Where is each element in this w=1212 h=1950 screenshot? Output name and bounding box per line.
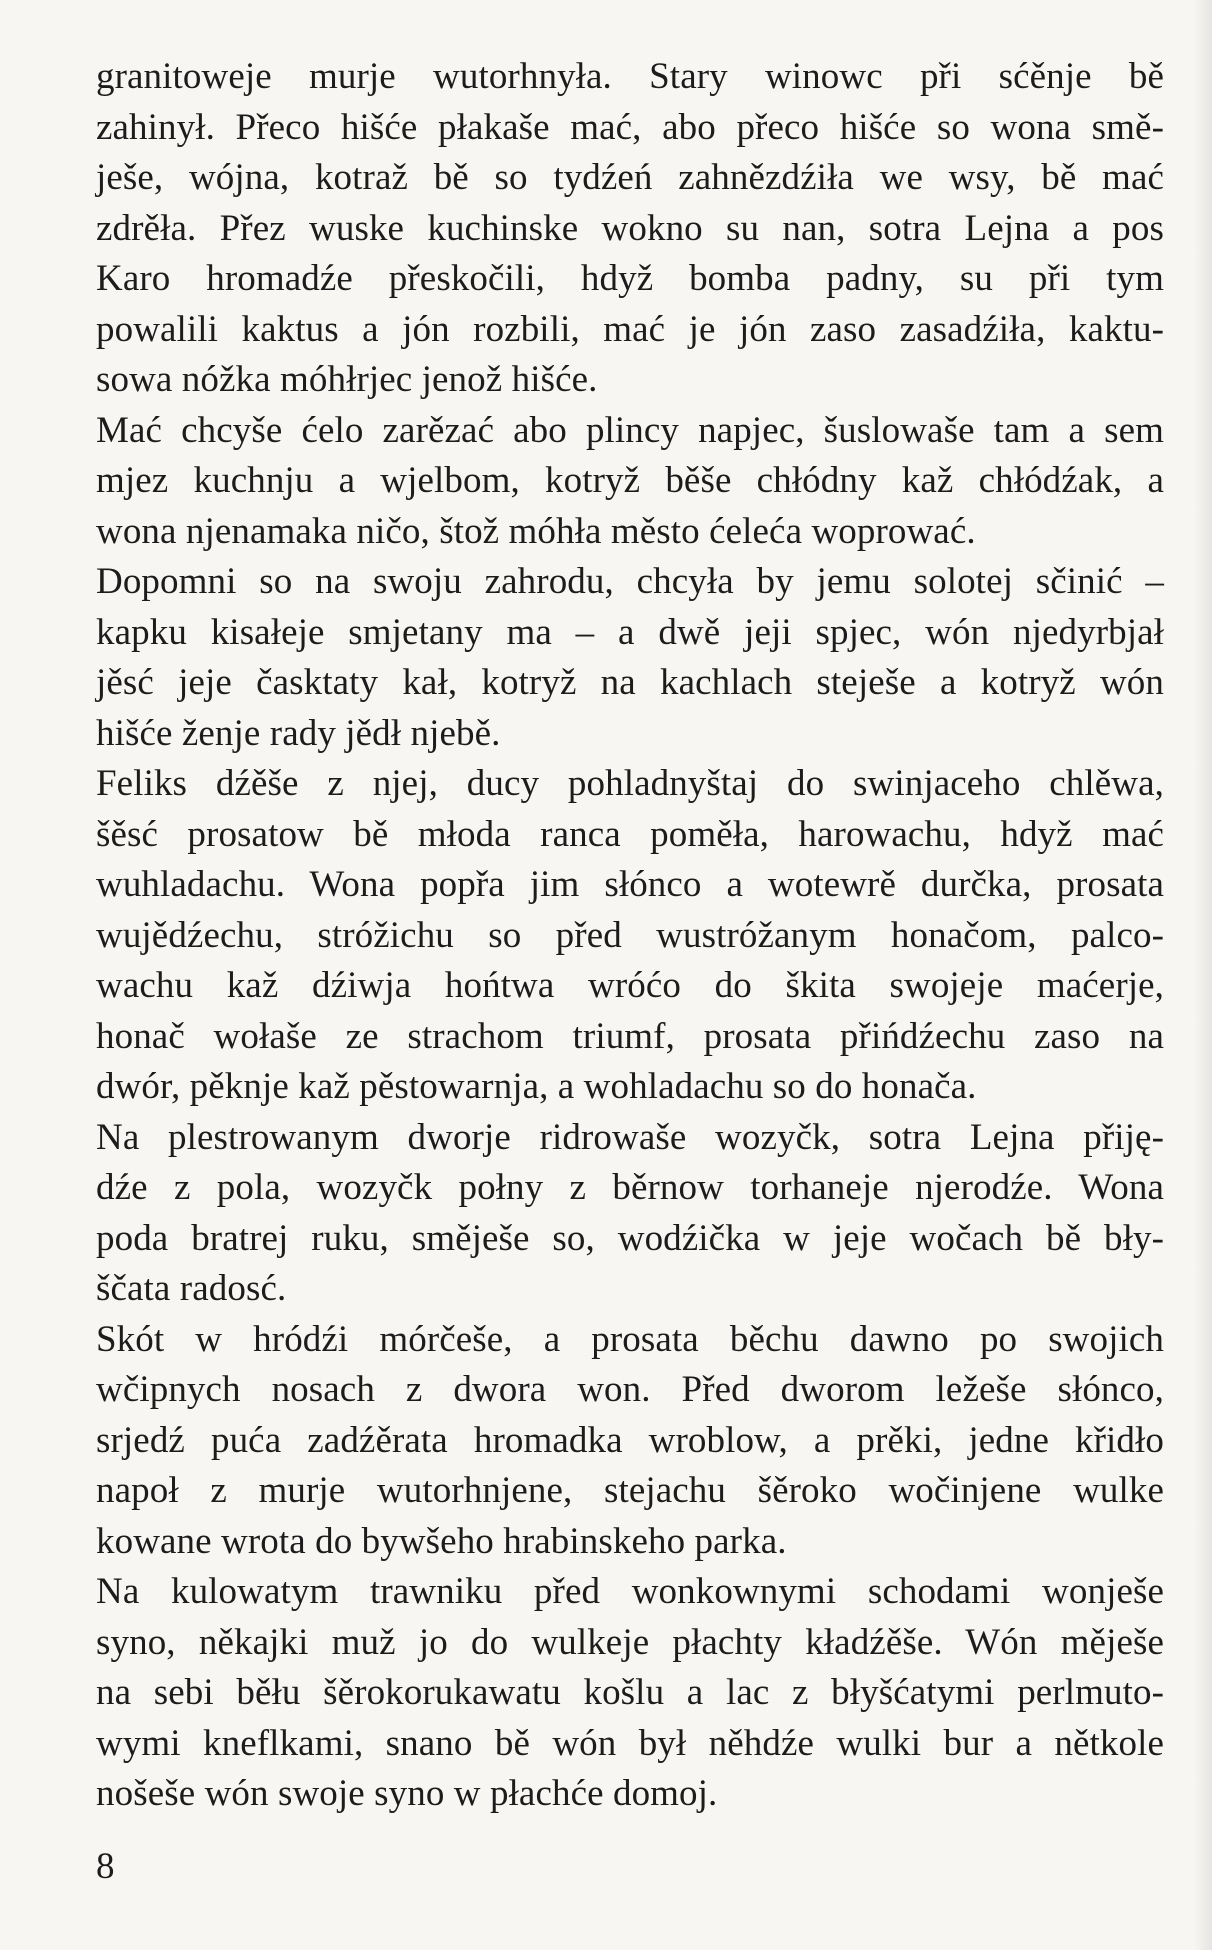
text-line: wona njenamaka ničo, štož móhła město ćeleća woprować.: [96, 510, 976, 552]
text-line: wujědźechu, stróžichu so před wustróžanym honačom, palco-: [96, 914, 1164, 956]
text-line: nošeše wón swoje syno w płachće domoj.: [96, 1773, 718, 1814]
text-line: jěsć jeje časktaty kał, kotryž na kachlach steješe a kotryž wón: [96, 662, 1164, 703]
text-line: Mać chcyše ćelo zarězać abo plincy napjec, šuslowaše tam a sem: [96, 409, 1164, 451]
text-line: zdrěła. Přez wuske kuchinske wokno su nan, sotra Lejna a pos: [96, 207, 1164, 249]
text-line: hišće ženje rady jědł njebě.: [96, 712, 501, 754]
text-line: sowa nóžka móhłrjec jenož hišće.: [96, 359, 598, 400]
text-line: dźe z pola, wozyčk połny z běrnow torhaneje njerodźe. Wona: [96, 1167, 1164, 1208]
text-line: wuhladachu. Wona popřa jim słónco a wotewrě durčka, prosata: [96, 864, 1164, 905]
text-line: ješe, wójna, kotraž bě so tydźeń zahnězdźiła we wsy, bě mać: [96, 157, 1164, 198]
text-line: powalili kaktus a jón rozbili, mać je jón zaso zasadźiła, kaktu-: [96, 308, 1164, 350]
text-line: dwór, pěknje kaž pěstowarnja, a wohladachu so do honača.: [96, 1066, 977, 1107]
text-line: zahinył. Přeco hišće płakaše mać, abo přeco hišće so wona smě-: [96, 106, 1164, 148]
text-line: wachu kaž dźiwja hońtwa wróćo do škita swojeje maćerje,: [96, 965, 1164, 1006]
text-line: na sebi běłu šěrokorukawatu košlu a lac z błyšćatymi perlmuto-: [96, 1672, 1164, 1713]
text-line: Na plestrowanym dworje ridrowaše wozyčk, sotra Lejna přiję-: [96, 1116, 1164, 1158]
body-text: [96, 52, 1164, 1820]
text-line: Skót w hródźi mórčeše, a prosata běchu dawno po swojich: [96, 1318, 1164, 1360]
text-line: Na kulowatym trawniku před wonkownymi schodami wonješe: [96, 1571, 1164, 1612]
text-line: Karo hromadźe přeskočili, hdyž bomba padny, su při tym: [96, 258, 1164, 299]
page-number: 8: [96, 1846, 115, 1887]
text-line: honač wołaše ze strachom triumf, prosata přińdźechu zaso na: [96, 1015, 1164, 1057]
text-line: srjedź puća zadźěrata hromadka wroblow, a prěki, jedne křidło: [96, 1419, 1164, 1461]
text-line: poda bratrej ruku, směješe so, wodźička w jeje wočach bě bły-: [96, 1217, 1164, 1259]
text-line: kowane wrota do bywšeho hrabinskeho parka.: [96, 1520, 787, 1562]
text-line: Dopomni so na swoju zahrodu, chcyła by jemu solotej sčinić –: [96, 561, 1164, 602]
text-line: ščata radosć.: [96, 1268, 287, 1309]
text-line: kapku kisałeje smjetany ma – a dwě jeji spjec, wón njedyrbjał: [96, 611, 1164, 653]
text-line: wymi kneflkami, snano bě wón był něhdźe wulki bur a nětkole: [96, 1722, 1164, 1764]
text-line: wčipnych nosach z dwora won. Před dworom ležeše słónco,: [96, 1369, 1164, 1410]
page-edge-shadow: [1194, 0, 1212, 1950]
text-line: mjez kuchnju a wjelbom, kotryž běše chłódny kaž chłódźak, a: [96, 460, 1164, 501]
text-line: šěsć prosatow bě młoda ranca poměła, harowachu, hdyž mać: [96, 813, 1164, 855]
text-line: Feliks dźěše z njej, ducy pohladnyštaj do swinjaceho chlěwa,: [96, 763, 1164, 804]
text-line: syno, někajki muž jo do wulkeje płachty kładźěše. Wón měješe: [96, 1621, 1164, 1663]
text-line: granitoweje murje wutorhnyła. Stary winowc při sćěnje bě: [96, 56, 1164, 97]
text-line: napoł z murje wutorhnjene, stejachu šěroko wočinjene wulke: [96, 1470, 1164, 1511]
